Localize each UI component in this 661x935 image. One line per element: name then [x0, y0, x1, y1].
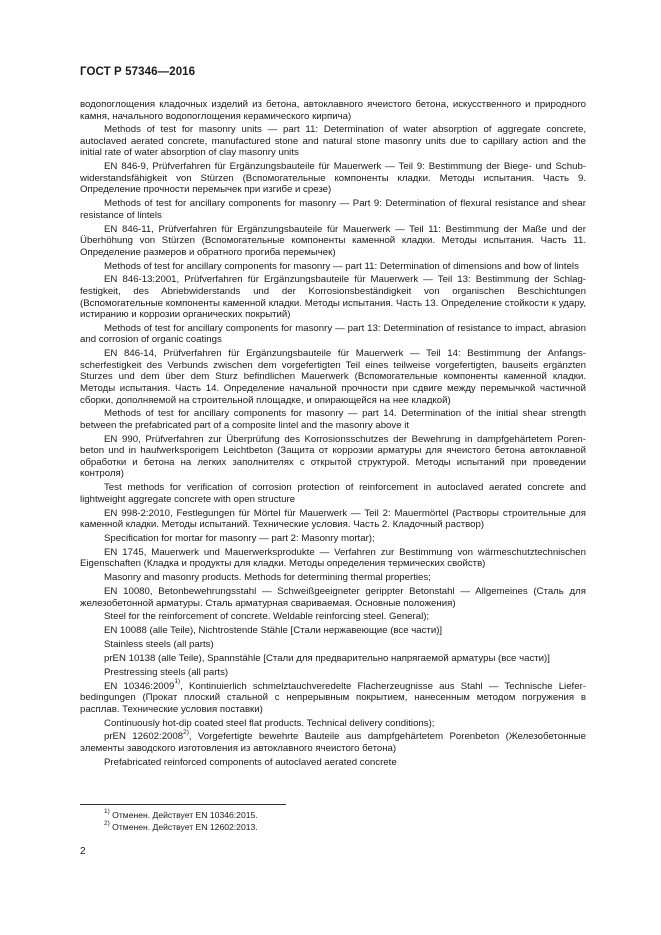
paragraph: EN 846-13:2001, Prüfverfahren für Ergänzungsbauteile für Mauerwerk — Teil 13: Bestimmung der Schlag-festigkeit, des Abriebwiderstands und der Korrosionsbeständigkeit von organischen Beschichtungen (Вспомогательные компоненты каменной кладки. Методы испытания. Часть 13. Определение стойкости к удару, истиранию и коррозии органических покрытий) [80, 274, 586, 321]
paragraph: EN 846-9, Prüfverfahren für Ergänzungsbauteile für Mauerwerk — Teil 9: Bestimmung der Biege- und Schub-widerstandsfähigkeit von Stürzen (Вспомогательные компоненты кладки. Методы испытания. Часть 9. Определение прочности перемычек при изгибе и срезе) [80, 161, 586, 196]
paragraph: Stainless steels (all parts) [104, 639, 214, 651]
footnote [80, 819, 586, 834]
paragraph: EN 990, Prüfverfahren zur Überprüfung des Korrosionsschutzes der Bewehrung in dampfgehärtetem Poren-beton und in haufwerksporigem Leichtbeton (Защита от коррозии арматуры для ячеистого бетона автоклавной обработки и бетона на легких заполнителях с открытой структурой. Методы испытаний при проведении контроля) [80, 433, 586, 480]
paragraph [80, 678, 586, 716]
reference-text: , Kontinuierlich schmelztauchveredelte Flacherzeugnisse aus Stahl — Technische Liefer-bedingungen (Прокат плоский стальной с непрерывным покрытием, нанесенным методом погружения в расплав. Технические условия поставки) [80, 680, 586, 715]
paragraph: Test methods for verification of corrosion protection of reinforcement in autoclaved aerated concrete and lightweight aggregate concrete with open structure [80, 482, 586, 505]
paragraph: Methods of test for ancillary components for masonry — part 11: Determination of dimensions and bow of lintels [104, 260, 579, 272]
paragraph: Masonry and masonry products. Methods for determining thermal properties; [104, 572, 431, 584]
footnote-ref: 1) [174, 678, 181, 686]
footnote-text: Отменен. Действует EN 10346:2015. [112, 810, 258, 820]
paragraph: EN 10088 (alle Teile), Nichtrostende Stähle [Стали нержавеющие (все части)] [104, 625, 443, 637]
footnote-mark: 1) [104, 808, 110, 816]
footnote-divider [80, 804, 286, 805]
reference-text: , Vorgefertigte bewehrte Bauteile aus dampfgehärtetem Porenbeton (Железобетонные элементы заводского изготовления из автоклавного ячеистого бетона) [80, 731, 586, 755]
page-header: ГОСТ Р 57346—2016 [80, 66, 196, 78]
footnote [80, 810, 586, 822]
reference-code: EN 10346:2009 [104, 680, 175, 692]
footnote-mark: 2) [104, 819, 110, 827]
paragraph: Methods of test for ancillary components for masonry — part 13: Determination of resistance to impact, abrasion and corrosion of organic coatings [80, 322, 586, 346]
paragraph: Prefabricated reinforced components of autoclaved aerated concrete [104, 756, 397, 768]
page-number: 2 [80, 846, 86, 857]
footnote-text: Отменен. Действует EN 12602:2013. [112, 821, 258, 832]
paragraph: Methods of test for masonry units — part 11: Determination of water absorption of aggregate concrete, autoclaved aerated concrete, manufactured stone and natural stone masonry units due to capillary action and the initial rate of water absorption of clay masonry units [80, 124, 586, 159]
paragraph: EN 846-14, Prüfverfahren für Ergänzungsbauteile für Mauerwerk — Teil 14: Bestimmung der Anfangs-scherfestigkeit des Verbunds zwischen dem vorgefertigten Teil eines teilweise vorgefertigten, bauseits ergänzten Sturzes und dem über dem Sturz befindlichen Mauerwerk (Вспомогательные компоненты каменной кладки. Методы испытания. Часть 14. Определение начальной прочности при сдвиге между перемычкой частичной сборки, дополняемой на строительной площадке, и опирающейся на нее кладкой) [80, 348, 586, 406]
paragraph: Prestressing steels (all parts) [104, 666, 229, 678]
paragraph: prEN 10138 (alle Teile), Spannstähle [Стали для предварительно напрягаемой арматуры (все части)] [104, 653, 550, 664]
paragraph: Methods of test for ancillary components for masonry — Part 9: Determination of flexural resistance and shear resistance of lintels [80, 198, 586, 221]
footnotes [80, 810, 586, 833]
paragraph: EN 846-11, Prüfverfahren für Ergänzungsbauteile für Mauerwerk — Teil 11: Bestimmung der Maße und der Überhöhung von Stürzen (Вспомогательные компоненты каменной кладки. Методы испытания. Часть 11. Определение размеров и обратного прогиба перемычек) [80, 223, 586, 258]
footnote-ref: 2) [183, 729, 189, 737]
document-body [80, 99, 586, 768]
paragraph: водопоглощения кладочных изделий из бетона, автоклавного ячеистого бетона, искусственного и природного камня, начального водопоглощения керамического кирпича) [80, 99, 586, 122]
paragraph: Steel for the reinforcement of concrete. Weldable reinforcing steel. General); [104, 611, 430, 623]
paragraph: EN 10080, Betonbewehrungsstahl — Schweißgeeigneter gerippter Betonstahl — Allgemeines (Сталь для железобетонной арматуры. Сталь арматурная свариваемая. Основные положения) [80, 586, 586, 609]
paragraph [80, 731, 586, 754]
paragraph: Continuously hot-dip coated steel flat products. Technical delivery conditions); [104, 717, 435, 729]
paragraph: Methods of test for ancillary components for masonry — part 14. Determination of the initial shear strength between the prefabricated part of a composite lintel and the masonry above it [80, 408, 586, 431]
paragraph: Specification for mortar for masonry — part 2: Masonry mortar); [104, 533, 375, 544]
reference-code: prEN 12602:2008 [104, 731, 184, 743]
paragraph: EN 998-2:2010, Festlegungen für Mörtel für Mauerwerk — Teil 2: Mauermörtel (Растворы строительные для каменной кладки. Методы испытаний. Технические условия. Часть 2. Кладочный раствор) [80, 507, 586, 531]
paragraph: EN 1745, Mauerwerk und Mauerwerksprodukte — Verfahren zur Bestimmung von wärmeschutztechnischen Eigenschaften (Кладка и продукты для кладки. Методы определения термических свойств) [80, 546, 586, 570]
